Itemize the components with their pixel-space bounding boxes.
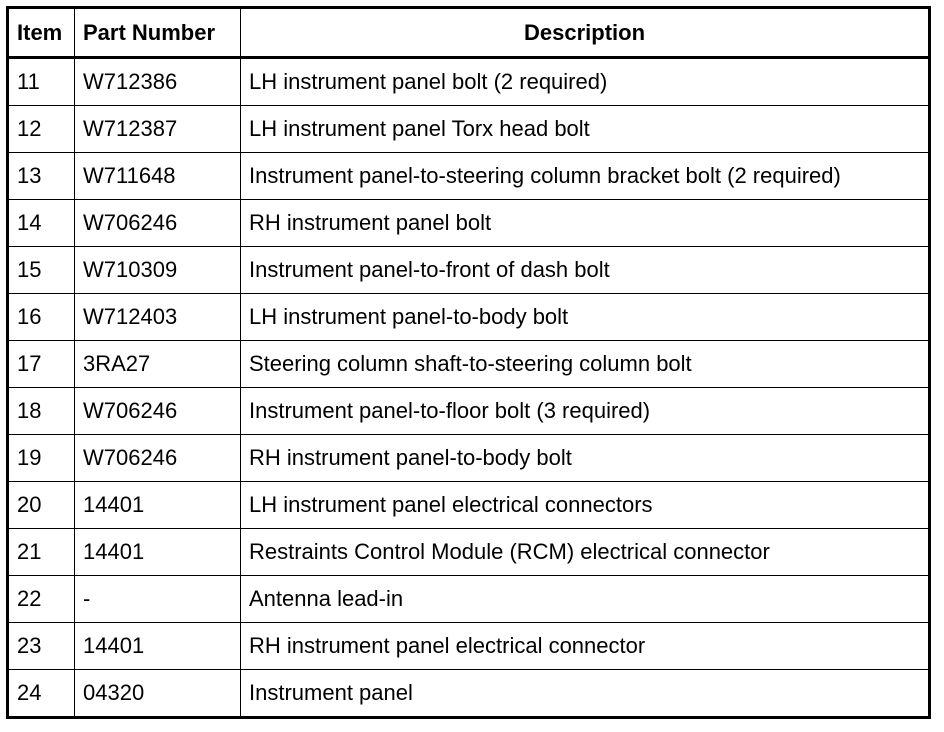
table-row bbox=[8, 200, 930, 247]
table-row bbox=[8, 482, 930, 529]
table-row bbox=[8, 58, 930, 106]
cell-part-number: W711648 bbox=[75, 153, 241, 200]
cell-description: RH instrument panel electrical connector bbox=[241, 623, 930, 670]
cell-part-number: 14401 bbox=[75, 482, 241, 529]
cell-description: Restraints Control Module (RCM) electrical connector bbox=[241, 529, 930, 576]
cell-description: RH instrument panel-to-body bolt bbox=[241, 435, 930, 482]
cell-part-number: 14401 bbox=[75, 529, 241, 576]
cell-item: 11 bbox=[8, 58, 75, 106]
table-row bbox=[8, 435, 930, 482]
table-row bbox=[8, 106, 930, 153]
cell-description: LH instrument panel-to-body bolt bbox=[241, 294, 930, 341]
table-row bbox=[8, 341, 930, 388]
parts-table bbox=[6, 6, 931, 719]
cell-part-number: W706246 bbox=[75, 435, 241, 482]
cell-item: 12 bbox=[8, 106, 75, 153]
table-row bbox=[8, 529, 930, 576]
cell-description: Instrument panel-to-front of dash bolt bbox=[241, 247, 930, 294]
table-row bbox=[8, 153, 930, 200]
cell-item: 18 bbox=[8, 388, 75, 435]
cell-description: RH instrument panel bolt bbox=[241, 200, 930, 247]
cell-description: Steering column shaft-to-steering column bolt bbox=[241, 341, 930, 388]
cell-item: 19 bbox=[8, 435, 75, 482]
cell-item: 22 bbox=[8, 576, 75, 623]
table-row bbox=[8, 576, 930, 623]
table-row bbox=[8, 623, 930, 670]
cell-description: LH instrument panel bolt (2 required) bbox=[241, 58, 930, 106]
cell-part-number: W712386 bbox=[75, 58, 241, 106]
header-description: Description bbox=[241, 8, 930, 58]
table-body bbox=[8, 58, 930, 718]
cell-item: 13 bbox=[8, 153, 75, 200]
cell-description: LH instrument panel electrical connectors bbox=[241, 482, 930, 529]
cell-item: 24 bbox=[8, 670, 75, 718]
cell-part-number: W706246 bbox=[75, 200, 241, 247]
table-row bbox=[8, 247, 930, 294]
cell-part-number: 14401 bbox=[75, 623, 241, 670]
table-row bbox=[8, 670, 930, 718]
cell-description: Instrument panel bbox=[241, 670, 930, 718]
cell-description: Instrument panel-to-steering column bracket bolt (2 required) bbox=[241, 153, 930, 200]
cell-item: 15 bbox=[8, 247, 75, 294]
cell-part-number: 3RA27 bbox=[75, 341, 241, 388]
table-row bbox=[8, 388, 930, 435]
cell-item: 17 bbox=[8, 341, 75, 388]
cell-part-number: W712387 bbox=[75, 106, 241, 153]
table-header-row bbox=[8, 8, 930, 58]
header-item: Item bbox=[8, 8, 75, 58]
cell-item: 20 bbox=[8, 482, 75, 529]
header-part-number: Part Number bbox=[75, 8, 241, 58]
cell-description: Antenna lead-in bbox=[241, 576, 930, 623]
cell-item: 14 bbox=[8, 200, 75, 247]
cell-item: 21 bbox=[8, 529, 75, 576]
cell-part-number: W712403 bbox=[75, 294, 241, 341]
cell-description: Instrument panel-to-floor bolt (3 required) bbox=[241, 388, 930, 435]
table-row bbox=[8, 294, 930, 341]
cell-item: 16 bbox=[8, 294, 75, 341]
cell-part-number: - bbox=[75, 576, 241, 623]
cell-part-number: W710309 bbox=[75, 247, 241, 294]
cell-description: LH instrument panel Torx head bolt bbox=[241, 106, 930, 153]
cell-part-number: W706246 bbox=[75, 388, 241, 435]
cell-item: 23 bbox=[8, 623, 75, 670]
cell-part-number: 04320 bbox=[75, 670, 241, 718]
